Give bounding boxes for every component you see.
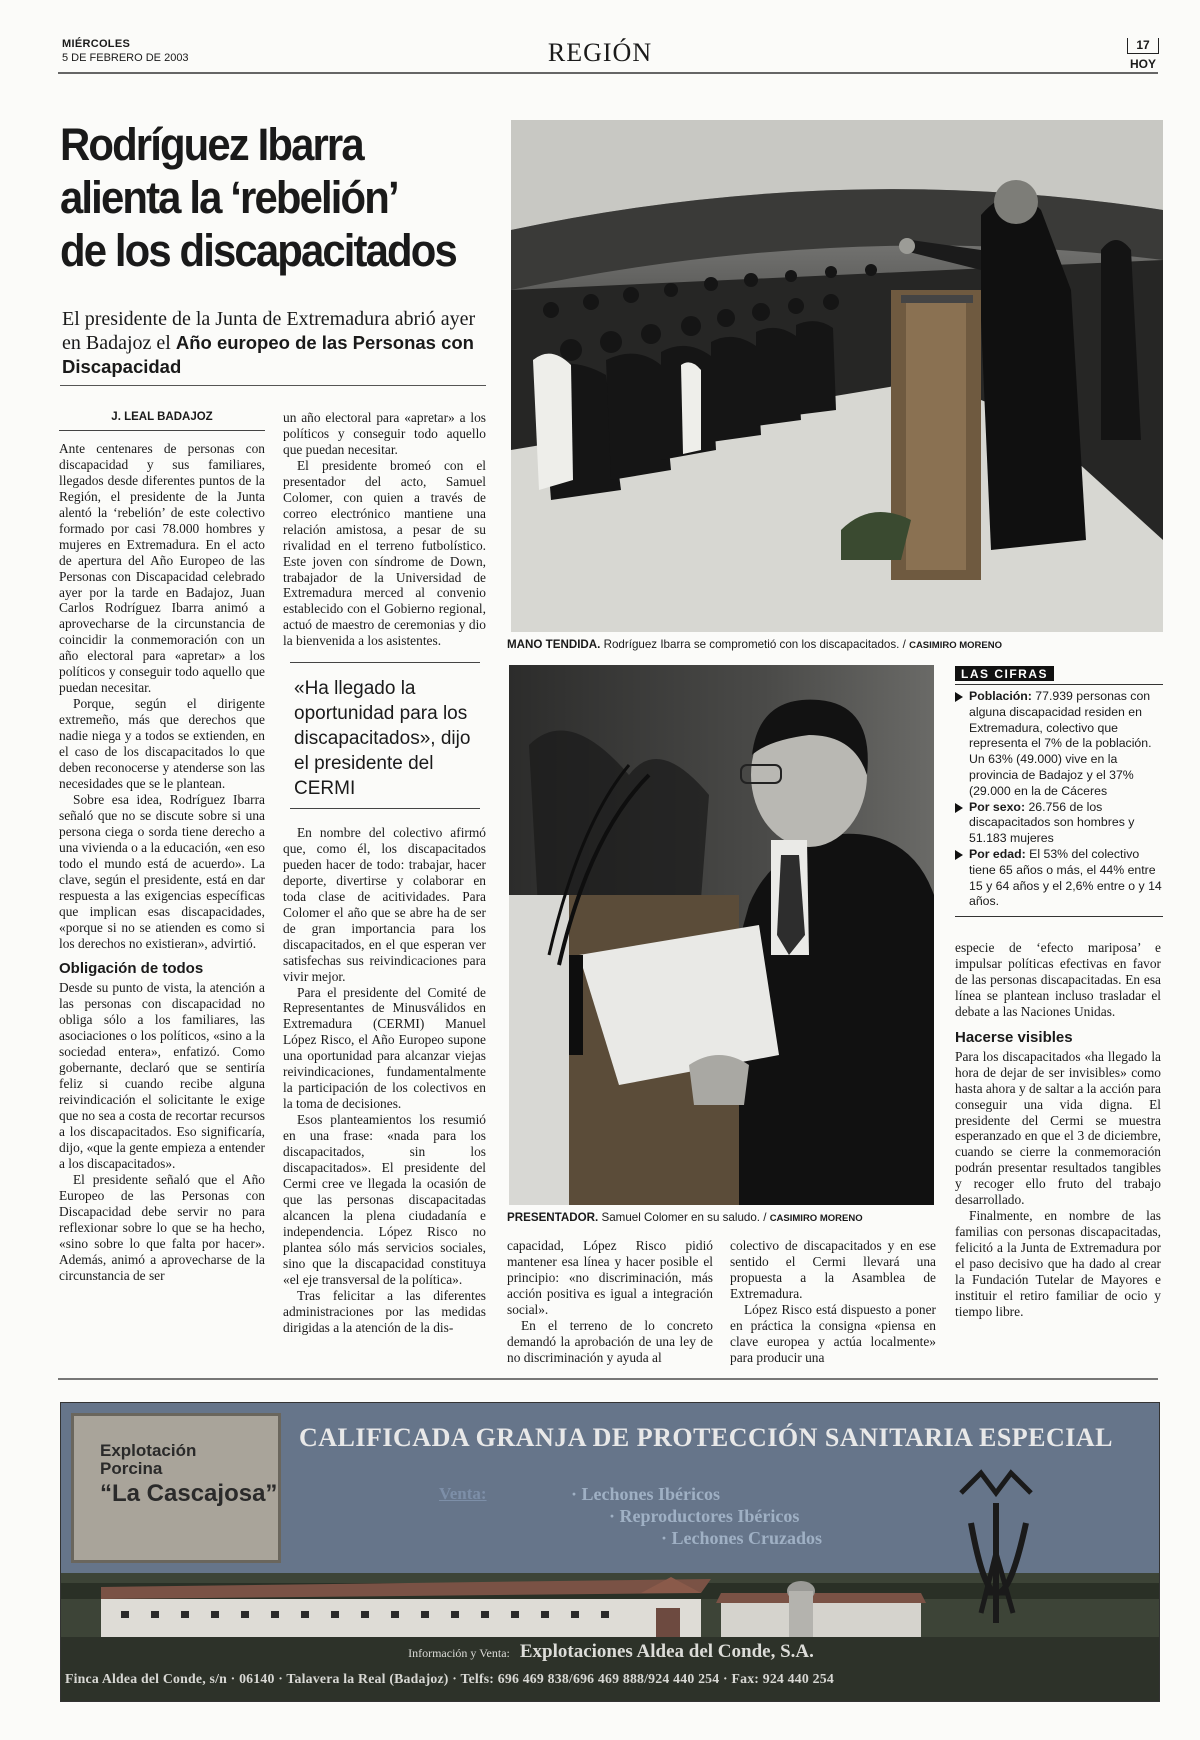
header-weekday: MIÉRCOLES [62, 38, 131, 50]
photo-credit: CASIMIRO MORENO [769, 1213, 863, 1224]
paragraph: colectivo de discapacitados y en ese sentido el Cermi llevará una propuesta a la Asamblea de Extremadura. [730, 1238, 936, 1301]
article-column-3 [507, 1238, 713, 1366]
figure-label: Población: [969, 689, 1032, 703]
paragraph: El presidente señaló que el Año Europeo de las Personas con Discapacidad debe servir no para reflexionar sobre lo que se ha hecho, «sino sobre lo que falta por hacer». Además, animó a aprovecharse de la circunstancia de ser [59, 1171, 265, 1283]
paragraph: Porque, según el dirigente extremeño, más que derechos que nadie niega y a todos se extienden, en el caso de los discapacitados lo que deben reconocerse y atenderse son las necesidades que se le plantean. [59, 696, 265, 791]
article-column-2 [283, 410, 486, 649]
ad-address: Finca Aldea del Conde, s/n · 06140 · Talavera la Real (Badajoz) · Telfs: 696 469 838/696 469 888/924 440 254 · Fax: 924 440 254 [65, 1671, 834, 1686]
paragraph: En el terreno de lo concreto demandó la aprobación de una ley de no discriminación y ayuda al [507, 1317, 713, 1365]
paragraph: Desde su punto de vista, la atención a las personas con discapacidad no obliga sólo a los familiares, las asociaciones o los políticos, «sino a la sociedad entera», enfatizó. Como gobernante, declaró que se sentiría feliz si cuando recibe alguna reivindicación el solicitante le exige que no sea a costa de recortar recursos a los discapacitados. Eso significaría, dijo, «que la gente empieza a entender a los discapacitados». [59, 980, 265, 1171]
header-date: 5 DE FEBRERO DE 2003 [62, 52, 189, 64]
caption-title: PRESENTADOR. [507, 1211, 599, 1224]
deck-text: El presidente de la Junta de Extremadura abrió ayer en Badajoz el [62, 308, 476, 354]
ad-farm-sign [71, 1413, 281, 1563]
paper-name: HOY [1129, 57, 1156, 71]
ad-company: Explotaciones Aldea del Conde, S.A. [519, 1641, 814, 1662]
article-column-1 [59, 410, 265, 1284]
subheading-obligacion: Obligación de todos [59, 960, 204, 978]
pullquote-rule-top [290, 662, 480, 663]
figure-text: 77.939 personas con alguna discapacidad residen en Extremadura, colectivo que representa el 7% de la población. Un 63% (49.000) vive en la provincia de Badajoz y el 37% (29.000 en la de Cáceres [969, 689, 1152, 798]
ad-venta-label: Venta: [439, 1484, 487, 1503]
ad-headline: CALIFICADA GRANJA DE PROTECCIÓN SANITARIA ESPECIAL [299, 1423, 1114, 1452]
figure-label: Por edad: [969, 846, 1026, 861]
bullet-triangle-icon [955, 803, 963, 813]
headline-line-3: de los discapacitados [60, 225, 456, 276]
figures-box [955, 665, 1163, 917]
figure-item-sexo [955, 800, 1163, 847]
deck-bold: Año europeo de las Personas con Discapacidad [62, 332, 474, 377]
figures-title: LAS CIFRAS [955, 666, 1054, 681]
paragraph: Ante centenares de personas con discapacidad y sus familiares, llegados desde diferentes puntos de la Región, el presidente de la Junta alentó la ‘rebelión’ de este colectivo formado por casi 78.000 hombres y mujeres en Extremadura. En el acto de apertura del Año Europeo de las Personas con Discapacidad celebrado ayer por la tarde en Badajoz, Juan Carlos Rodríguez Ibarra animó a aprovecharse de la circunstancia de coincidir la conmemoración con un año electoral para «apretar» a los políticos y conseguir todo aquello que puedan necesitar. [59, 440, 265, 696]
paragraph: Finalmente, en nombre de las familias con personas discapacitadas, felicitó a la Junta de Extremadura por el paso decisivo que ha dado al crear la Fundación Tutelar de Mayores e instituir el retiro familiar de ocio y tiempo libre. [955, 1208, 1161, 1319]
bullet-triangle-icon [955, 692, 963, 702]
ad-products [571, 1483, 822, 1549]
paragraph: un año electoral para «apretar» a los políticos y conseguir todo aquello que puedan necesitar. [283, 410, 486, 457]
headline-line-1: Rodríguez Ibarra [60, 119, 363, 170]
headline [60, 118, 469, 277]
article-column-2b [283, 825, 486, 1336]
ad-info-label: Información y Venta: [408, 1646, 510, 1660]
paragraph: Para el presidente del Comité de Representantes de Minusválidos en Extremadura (CERMI) Manuel López Risco, el Año Europeo supone una oportunidad para alcanzar viejas reivindicaciones, fundamentalmente la participación de los colectivos en la toma de decisiones. [283, 984, 486, 1112]
pullquote-rule-bottom [290, 808, 480, 809]
byline: J. LEAL BADAJOZ [59, 410, 265, 431]
deck-rule [60, 385, 486, 386]
caption-text: Samuel Colomer en su saludo. / [598, 1211, 770, 1224]
photo-illustration-auditorium [511, 120, 1163, 632]
figure-text: El 53% del colectivo tiene 65 años o más, el 44% entre 15 y 64 años y el 2,6% entre o y 14 años. [969, 846, 1162, 909]
page-number: 17 [1127, 38, 1159, 54]
figure-text: 26.756 de los discapacitados son hombres y 51.183 mujeres [969, 799, 1135, 846]
paragraph: capacidad, López Risco pidió mantener esa línea y hacer posible el principio: «no discriminación, más acción positiva es igual a integración social». [507, 1238, 713, 1317]
caption-title: MANO TENDIDA. [507, 638, 601, 651]
ad-sign-line-1: Explotación [100, 1441, 197, 1460]
article-column-5 [955, 940, 1161, 1320]
paragraph: López Risco está dispuesto a poner en práctica la consigna «piensa en clave europea y actúa localmente» para producir una [730, 1301, 936, 1365]
caption-mano-tendida [507, 638, 1002, 653]
headline-line-2: alienta la ‘rebelión’ [60, 172, 398, 223]
paragraph: Para los discapacitados «ha llegado la hora de dejar de ser invisibles» como hasta ahora y de saltar a la acción para conseguir una vida digna. El presidente del Cermi se muestra esperanzado en que el 3 de diciembre, cuando se cierre la conmemoración podrán presentar resultados tangibles y recoger ello fruto del trabajo desarrollado. [955, 1048, 1161, 1208]
deck [62, 308, 482, 379]
paragraph: El presidente bromeó con el presentador del acto, Samuel Colomer, con quien a través de correo electrónico mantiene una relación amistosa, a pesar de su rivalidad en el terreno futbolístico. Este joven con síndrome de Down, trabajador de la Universidad de Extremadura merced al convenio establecido con el Gobierno regional, actuó de maestro de ceremonias y dio la bienvenida a los asistentes. [283, 457, 486, 649]
caption-text: Rodríguez Ibarra se comprometió con los discapacitados. / [600, 638, 910, 651]
advertisement [60, 1402, 1160, 1702]
subheading-visibles: Hacerse visibles [955, 1028, 1073, 1046]
paragraph: En nombre del colectivo afirmó que, como él, los discapacitados pueden hacer de todo: trabajar, hacer deporte, divertirse y colaborar en toda clase de acitividades. Para Colomer el año que se abre ha de ser de gran importancia para los discapacitados, en el que esperan ver satisfechas sus reivindicaciones para vivir mejor. [283, 825, 486, 984]
photo-presentador [509, 665, 934, 1205]
photo-illustration-speaker [509, 665, 934, 1205]
ad-sign-name: “La Cascajosa” [100, 1480, 278, 1507]
pullquote: «Ha llegado la oportunidad para los discapacitados», dijo el presidente del CERMI [294, 678, 471, 799]
bullet-triangle-icon [955, 850, 963, 860]
photo-mano-tendida [511, 120, 1163, 632]
section-title: REGIÓN [547, 38, 653, 67]
caption-presentador [507, 1211, 863, 1226]
paragraph: Esos planteamientos los resumió en una frase: «nada para los discapacitados, sin los discapacitados». El presidente del Cermi cree ve llegada la ocasión de que las personas discapacitadas alcancen la plena ciudadanía e independencia. López Risco no plantea sólo más servicios sociales, sino que la discapacidad constituya «el eje transversal de la política». [283, 1112, 486, 1287]
article-column-4 [730, 1238, 936, 1366]
header-rule [58, 72, 1158, 74]
paragraph: Tras felicitar a las diferentes administraciones por las medidas dirigidas a la atención de la dis- [283, 1287, 486, 1335]
figure-item-poblacion [955, 689, 1163, 800]
ad-info [61, 1641, 1160, 1663]
footer-rule [58, 1378, 1158, 1380]
ad-sign-line-2: Porcina [100, 1459, 163, 1478]
figure-item-edad [955, 847, 1163, 910]
figure-label: Por sexo: [969, 799, 1026, 814]
paragraph: especie de ‘efecto mariposa’ e impulsar políticas efectivas en favor de las personas discapacitadas. En esa línea se plantean incluso trasladar el debate a las Naciones Unidas. [955, 940, 1161, 1019]
ad-product-2: · Reproductores Ibéricos [609, 1506, 800, 1526]
paragraph: Sobre esa idea, Rodríguez Ibarra señaló que no se discute sobre si una persona ciega o sorda tiene derecho a una vivienda o a la educación, «en eso todo el mundo está de acuerdo». La clave, según el presidente, está en dar respuesta a las exigencias específicas que implican esas discapacidades, «porque si no se atienden es como si los derechos no existieran», advirtió. [59, 791, 265, 951]
ad-product-3: · Lechones Cruzados [661, 1528, 823, 1548]
ad-product-1: · Lechones Ibéricos [571, 1484, 720, 1504]
photo-credit: CASIMIRO MORENO [909, 640, 1002, 651]
